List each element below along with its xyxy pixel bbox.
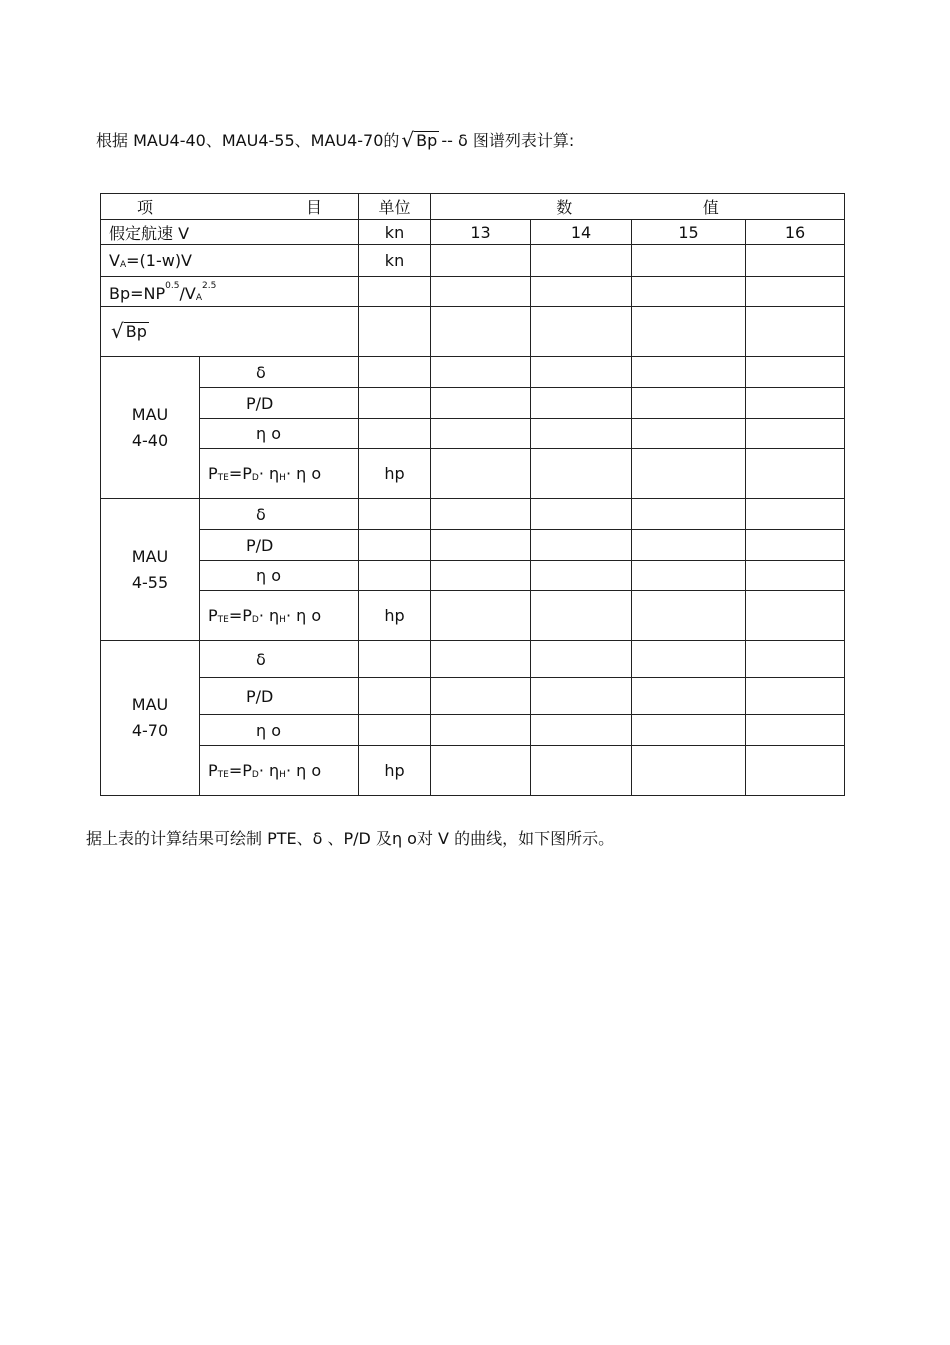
value-cell xyxy=(632,746,746,796)
group-label-mau-4-70: MAU 4-70 xyxy=(101,641,200,796)
group-70-pd-row xyxy=(101,678,845,715)
value-cell xyxy=(746,388,845,419)
speed-row xyxy=(101,220,845,245)
pd-label: P/D xyxy=(200,678,359,715)
value-cell xyxy=(431,307,531,357)
va-unit: kn xyxy=(359,245,431,277)
value-cell xyxy=(632,715,746,746)
value-cell xyxy=(531,561,632,591)
group-label-mau-4-55: MAU 4-55 xyxy=(101,499,200,641)
group-70-delta-row xyxy=(101,641,845,678)
unit-cell xyxy=(359,530,431,561)
value-cell xyxy=(431,715,531,746)
group-55-pte-row xyxy=(101,591,845,641)
group-55-eta-row xyxy=(101,561,845,591)
value-cell xyxy=(431,530,531,561)
value-cell xyxy=(431,419,531,449)
group-40-pte-row xyxy=(101,449,845,499)
value-cell xyxy=(431,245,531,277)
value-cell xyxy=(746,530,845,561)
sqrt-symbol: √ Bp xyxy=(401,127,438,152)
pte-unit: hp xyxy=(359,591,431,641)
value-cell xyxy=(531,746,632,796)
value-cell xyxy=(746,746,845,796)
value-cell xyxy=(531,499,632,530)
speed-value: 13 xyxy=(431,220,531,245)
group-55-delta-row xyxy=(101,499,845,530)
intro-suffix: -- δ 图谱列表计算: xyxy=(441,131,575,150)
value-cell xyxy=(431,591,531,641)
bp-row xyxy=(101,277,845,307)
group-40-delta-row xyxy=(101,357,845,388)
value-cell xyxy=(431,277,531,307)
value-cell xyxy=(531,641,632,678)
value-cell xyxy=(746,449,845,499)
value-cell xyxy=(431,746,531,796)
speed-unit: kn xyxy=(359,220,431,245)
value-cell xyxy=(746,641,845,678)
delta-label: δ xyxy=(200,641,359,678)
value-cell xyxy=(531,245,632,277)
value-cell xyxy=(632,419,746,449)
group-70-pte-row xyxy=(101,746,845,796)
value-cell xyxy=(746,277,845,307)
value-cell xyxy=(632,245,746,277)
value-cell xyxy=(531,307,632,357)
conclusion-sentence: 据上表的计算结果可绘制 PTE、δ 、P/D 及η ο对 V 的曲线，如下图所示。 xyxy=(86,829,615,848)
speed-value: 14 xyxy=(531,220,632,245)
unit-cell xyxy=(359,715,431,746)
value-cell xyxy=(632,357,746,388)
unit-cell xyxy=(359,678,431,715)
value-cell xyxy=(746,715,845,746)
value-cell xyxy=(431,449,531,499)
delta-label: δ xyxy=(200,499,359,530)
value-cell xyxy=(746,245,845,277)
value-cell xyxy=(746,357,845,388)
value-cell xyxy=(431,499,531,530)
group-55-pd-row xyxy=(101,530,845,561)
header-unit: 单位 xyxy=(359,194,431,220)
value-cell xyxy=(531,357,632,388)
eta-label: η ο xyxy=(200,561,359,591)
va-label: VA=(1-w)V xyxy=(101,245,359,277)
pte-formula-label: PTE=PD· ηH· η ο xyxy=(200,746,359,796)
va-row xyxy=(101,245,845,277)
value-cell xyxy=(531,277,632,307)
value-cell xyxy=(632,561,746,591)
value-cell xyxy=(632,277,746,307)
value-cell xyxy=(746,307,845,357)
eta-label: η ο xyxy=(200,715,359,746)
group-40-pd-row xyxy=(101,388,845,419)
header-values: 数 值 xyxy=(431,194,845,220)
pte-unit: hp xyxy=(359,449,431,499)
value-cell xyxy=(632,530,746,561)
value-cell xyxy=(531,449,632,499)
value-cell xyxy=(632,678,746,715)
value-cell xyxy=(531,530,632,561)
unit-cell xyxy=(359,419,431,449)
group-40-eta-row xyxy=(101,419,845,449)
value-cell xyxy=(531,388,632,419)
value-cell xyxy=(431,641,531,678)
speed-value: 15 xyxy=(632,220,746,245)
value-cell xyxy=(746,561,845,591)
sqrt-bp-label: √ Bp xyxy=(101,307,359,357)
value-cell xyxy=(531,715,632,746)
unit-cell xyxy=(359,641,431,678)
value-cell xyxy=(531,678,632,715)
pte-formula-label: PTE=PD· ηH· η ο xyxy=(200,449,359,499)
unit-cell xyxy=(359,499,431,530)
intro-prefix: 根据 MAU4-40、MAU4-55、MAU4-70的 xyxy=(96,131,400,150)
speed-value: 16 xyxy=(746,220,845,245)
value-cell xyxy=(632,641,746,678)
value-cell xyxy=(746,591,845,641)
intro-sentence xyxy=(96,128,574,151)
header-item: 项 目 xyxy=(101,194,359,220)
delta-label: δ xyxy=(200,357,359,388)
value-cell xyxy=(632,388,746,419)
pte-unit: hp xyxy=(359,746,431,796)
value-cell xyxy=(746,499,845,530)
value-cell xyxy=(531,419,632,449)
header-row xyxy=(101,194,845,220)
group-70-eta-row xyxy=(101,715,845,746)
bp-label: $Bp=NP^{0.5}/VA^{2.5}$ xyxy=(101,277,359,307)
value-cell xyxy=(531,591,632,641)
value-cell xyxy=(431,678,531,715)
pd-label: P/D xyxy=(200,388,359,419)
sqrt-bp-row xyxy=(101,307,845,357)
value-cell xyxy=(431,561,531,591)
pd-label: P/D xyxy=(200,530,359,561)
unit-cell xyxy=(359,307,431,357)
value-cell xyxy=(431,388,531,419)
unit-cell xyxy=(359,388,431,419)
unit-cell xyxy=(359,277,431,307)
value-cell xyxy=(632,449,746,499)
value-cell xyxy=(431,357,531,388)
value-cell xyxy=(632,591,746,641)
value-cell xyxy=(632,307,746,357)
value-cell xyxy=(632,499,746,530)
group-label-mau-4-40: MAU 4-40 xyxy=(101,357,200,499)
value-cell xyxy=(746,678,845,715)
unit-cell xyxy=(359,561,431,591)
eta-label: η ο xyxy=(200,419,359,449)
calculation-table xyxy=(100,193,845,796)
pte-formula-label: PTE=PD· ηH· η ο xyxy=(200,591,359,641)
value-cell xyxy=(746,419,845,449)
unit-cell xyxy=(359,357,431,388)
speed-label: 假定航速 V xyxy=(101,220,359,245)
